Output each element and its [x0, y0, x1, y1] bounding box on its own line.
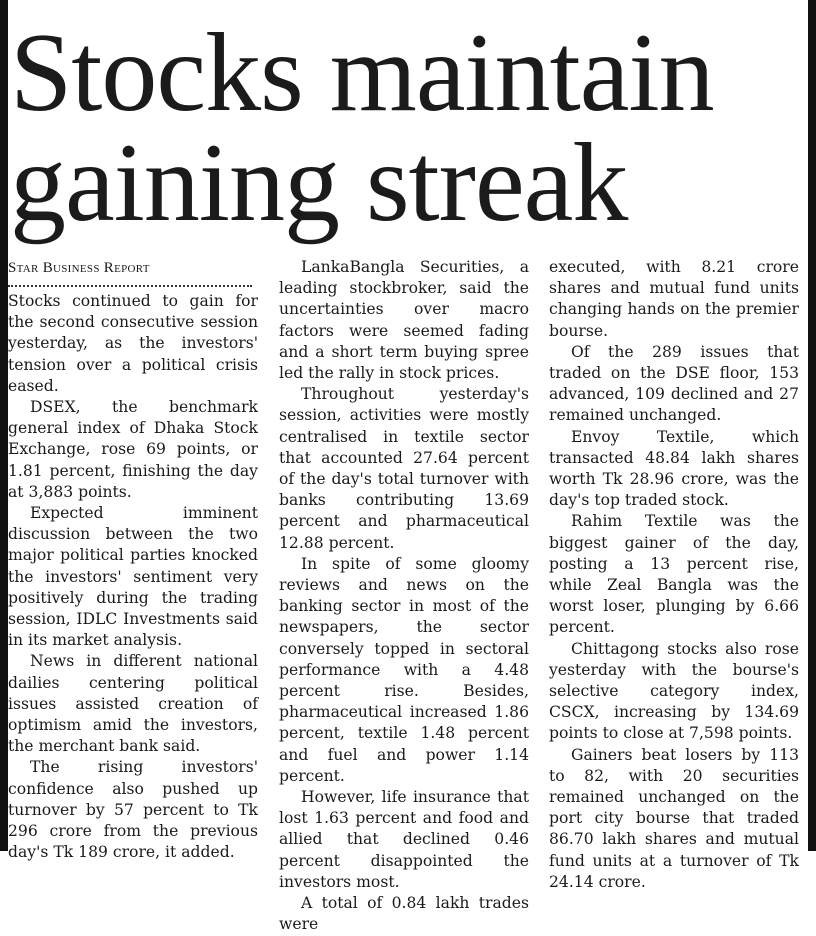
dotted-divider	[8, 285, 252, 287]
paragraph: LankaBangla Securities, a leading stockbroker, said the uncertainties over macro factors were seemed fading and a short term buying spree led the rally in stock prices.	[279, 258, 529, 383]
headline-line-1: Stocks maintain	[10, 11, 714, 135]
paragraph: Gainers beat losers by 113 to 82, with 20 securities remained unchanged on the port city bourse that traded 86.70 lakh shares and mutual fund units at a turnover of Tk 24.14 crore.	[549, 745, 799, 891]
paragraph: DSEX, the benchmark general index of Dhaka Stock Exchange, rose 69 points, or 1.81 percent, finishing the day at 3,883 points.	[8, 398, 258, 501]
paragraph: Rahim Textile was the biggest gainer of the day, posting a 13 percent rise, while Zeal Bangla was the worst loser, plunging by 6.66 percent.	[549, 512, 799, 637]
paragraph: News in different national dailies centering political issues assisted creation of optimism amid the investors, the merchant bank said.	[8, 652, 258, 756]
left-border	[0, 0, 8, 851]
right-border	[808, 0, 816, 851]
paragraph: However, life insurance that lost 1.63 percent and food and allied that declined 0.46 percent disappointed the investors most.	[279, 788, 529, 891]
paragraph: A total of 0.84 lakh trades were	[279, 894, 529, 934]
headline	[10, 11, 800, 245]
column-2	[279, 257, 529, 936]
paragraph: Envoy Textile, which transacted 48.84 lakh shares worth Tk 28.96 crore, was the day's top traded stock.	[549, 427, 799, 510]
column-3	[549, 257, 799, 893]
paragraph: The rising investors' confidence also pushed up turnover by 57 percent to Tk 296 crore from the previous day's Tk 189 crore, it added.	[8, 758, 258, 862]
paragraph: In spite of some gloomy reviews and news on the banking sector in most of the newspapers, the sector conversely topped in sectoral performance with a 4.48 percent rise. Besides, pharmaceutical increased 1.86 percent, textile 1.48 percent and fuel and power 1.14 percent.	[279, 554, 529, 785]
column-1	[8, 257, 258, 863]
paragraph: Throughout yesterday's session, activities were mostly centralised in textile sector that accounted 27.64 percent of the day's total turnover with banks contributing 13.69 percent and pharmaceutical 12.88 percent.	[279, 385, 529, 552]
paragraph: Of the 289 issues that traded on the DSE floor, 153 advanced, 109 declined and 27 remained unchanged.	[549, 342, 799, 425]
paragraph: Stocks continued to gain for the second consecutive session yesterday, as the investors' tension over a political crisis eased.	[8, 292, 258, 395]
paragraph: Chittagong stocks also rose yesterday with the bourse's selective category index, CSCX, increasing by 134.69 points to close at 7,598 points.	[549, 639, 799, 743]
headline-line-2: gaining streak	[10, 121, 628, 245]
paragraph: Expected imminent discussion between the two major political parties knocked the investors' sentiment very positively during the trading session, IDLC Investments said in its market analysis.	[8, 504, 258, 650]
byline: Star Business Report	[8, 260, 150, 276]
paragraph: executed, with 8.21 crore shares and mutual fund units changing hands on the premier bourse.	[549, 258, 799, 340]
